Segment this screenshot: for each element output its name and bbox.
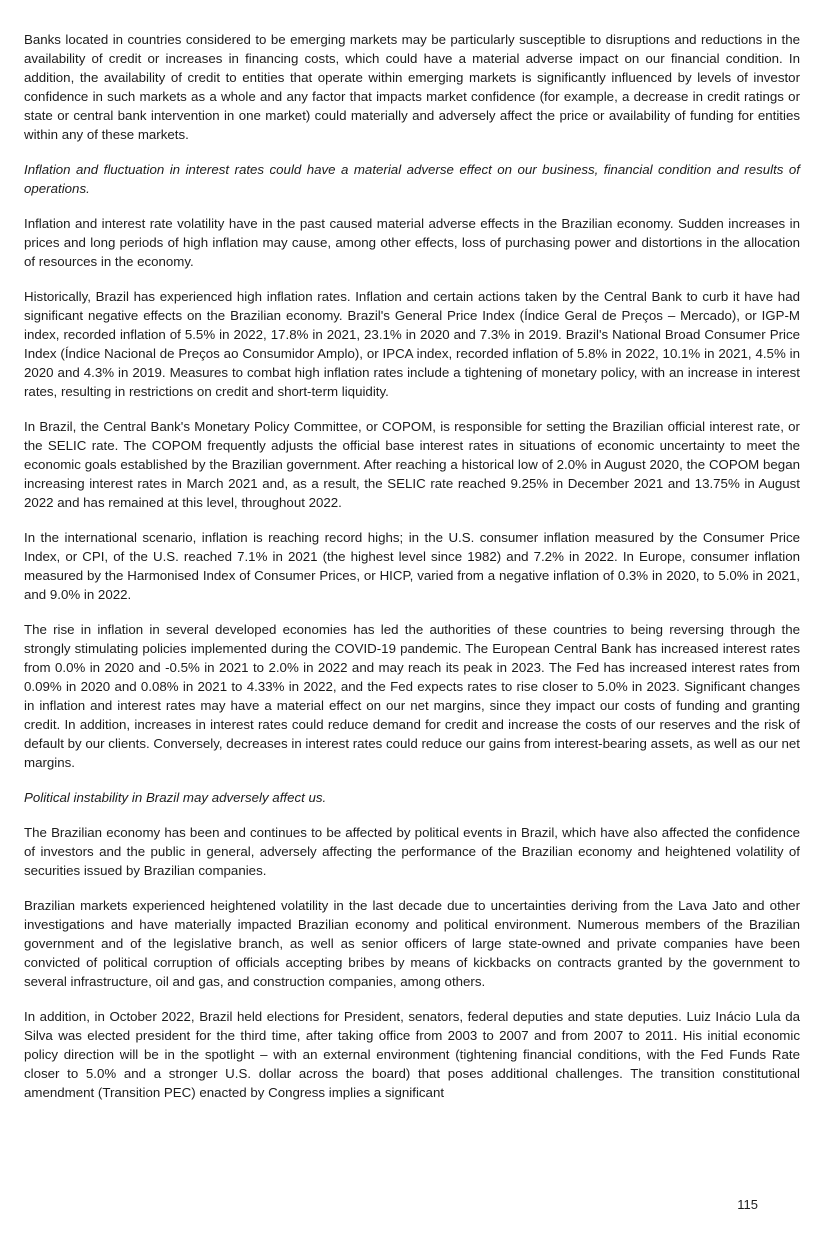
risk-heading-inflation: Inflation and fluctuation in interest rates could have a material adverse effect on our business, financial condition and results of operations. [24,162,800,196]
paragraph-inflation-volatility: Inflation and interest rate volatility have in the past caused material adverse effects in the Brazilian economy. Sudden increases in prices and long periods of high inflation may cause, among other effects, loss of purchasing power and distortions in the allocation of resources in the economy. [24,216,800,269]
risk-heading-political-instability: Political instability in Brazil may adversely affect us. [24,790,327,805]
paragraph-developed-economies: The rise in inflation in several developed economies has led the authorities of these countries to being reversing through the strongly stimulating policies implemented during the COVID-19 pandemic. The European Central Bank has increased interest rates from 0.0% in 2020 and -0.5% in 2021 to 2.0% in 2022 and may reach its peak in 2023. The Fed has increased interest rates from 0.09% in 2020 and 0.08% in 2021 to 4.33% in 2022, and the Fed expects rates to rise closer to 5.0% in 2023. Significant changes in inflation and interest rates may have a material effect on our net margins, since they impact our costs of funding and granting credit. In addition, increases in interest rates could reduce demand for credit and increase the costs of our reserves and the risk of default by our clients. Conversely, decreases in interest rates could reduce our gains from interest-bearing assets, as well as our net margins. [24,622,800,770]
page-number: 115 [737,1197,758,1212]
paragraph-emerging-markets: Banks located in countries considered to be emerging markets may be particularly susceptible to disruptions and reductions in the availability of credit or increases in financing costs, which could have a material adverse impact on our financial condition. In addition, the availability of credit to entities that operate within emerging markets is significantly influenced by levels of investor confidence in such markets as a whole and any factor that impacts market confidence (for example, a decrease in credit ratings or state or central bank intervention in one market) could materially and adversely affect the price or availability of funding for entities within any of these markets. [24,32,800,142]
paragraph-political-events: The Brazilian economy has been and continues to be affected by political events in Brazil, which have also affected the confidence of investors and the public in general, adversely affecting the performance of the Brazilian economy and heightened volatility of securities issued by Brazilian companies. [24,825,800,878]
paragraph-elections-2022: In addition, in October 2022, Brazil held elections for President, senators, federal deputies and state deputies. Luiz Inácio Lula da Silva was elected president for the third time, after taking office from 2003 to 2007 and from 2007 to 2011. His initial economic policy direction will be in the spotlight – with an external environment (tightening financial conditions, with the Fed Funds Rate closer to 5.0% and a stronger U.S. dollar across the board) that poses additional challenges. The transition constitutional amendment (Transition PEC) enacted by Congress implies a significant [24,1009,800,1100]
paragraph-lava-jato: Brazilian markets experienced heightened volatility in the last decade due to uncertainties deriving from the Lava Jato and other investigations and have materially impacted Brazilian economy and political environment. Numerous members of the Brazilian government and of the legislative branch, as well as senior officers of large state-owned and private companies have been convicted of political corruption of officials accepting bribes by means of kickbacks on contracts granted by the government to several infrastructure, oil and gas, and construction companies, among others. [24,898,800,989]
page-content [24,30,800,1118]
paragraph-international-inflation: In the international scenario, inflation is reaching record highs; in the U.S. consumer inflation measured by the Consumer Price Index, or CPI, of the U.S. reached 7.1% in 2021 (the highest level since 1982) and 7.2% in 2022. In Europe, consumer inflation measured by the Harmonised Index of Consumer Prices, or HICP, varied from a negative inflation of 0.3% in 2020, to 5.0% in 2021, and 9.0% in 2022. [24,530,800,602]
paragraph-historical-inflation: Historically, Brazil has experienced high inflation rates. Inflation and certain actions taken by the Central Bank to curb it have had significant negative effects on the Brazilian economy. Brazil's General Price Index (Índice Geral de Preços – Mercado), or IGP-M index, recorded inflation of 5.5% in 2022, 17.8% in 2021, 23.1% in 2020 and 7.3% in 2019. Brazil's National Broad Consumer Price Index (Índice Nacional de Preços ao Consumidor Amplo), or IPCA index, recorded inflation of 5.8% in 2022, 10.1% in 2021, 4.5% in 2020 and 4.3% in 2019. Measures to combat high inflation rates include a tightening of monetary policy, with an increase in interest rates, resulting in restrictions on credit and short-term liquidity. [24,289,800,399]
paragraph-copom-selic: In Brazil, the Central Bank's Monetary Policy Committee, or COPOM, is responsible for setting the Brazilian official interest rate, or the SELIC rate. The COPOM frequently adjusts the official base interest rates in situations of economic uncertainty to meet the economic goals established by the Brazilian government. After reaching a historical low of 2.0% in August 2020, the COPOM began increasing interest rates in March 2021 and, as a result, the SELIC rate reached 9.25% in December 2021 and 13.75% in August 2022 and has remained at this level, throughout 2022. [24,419,800,510]
